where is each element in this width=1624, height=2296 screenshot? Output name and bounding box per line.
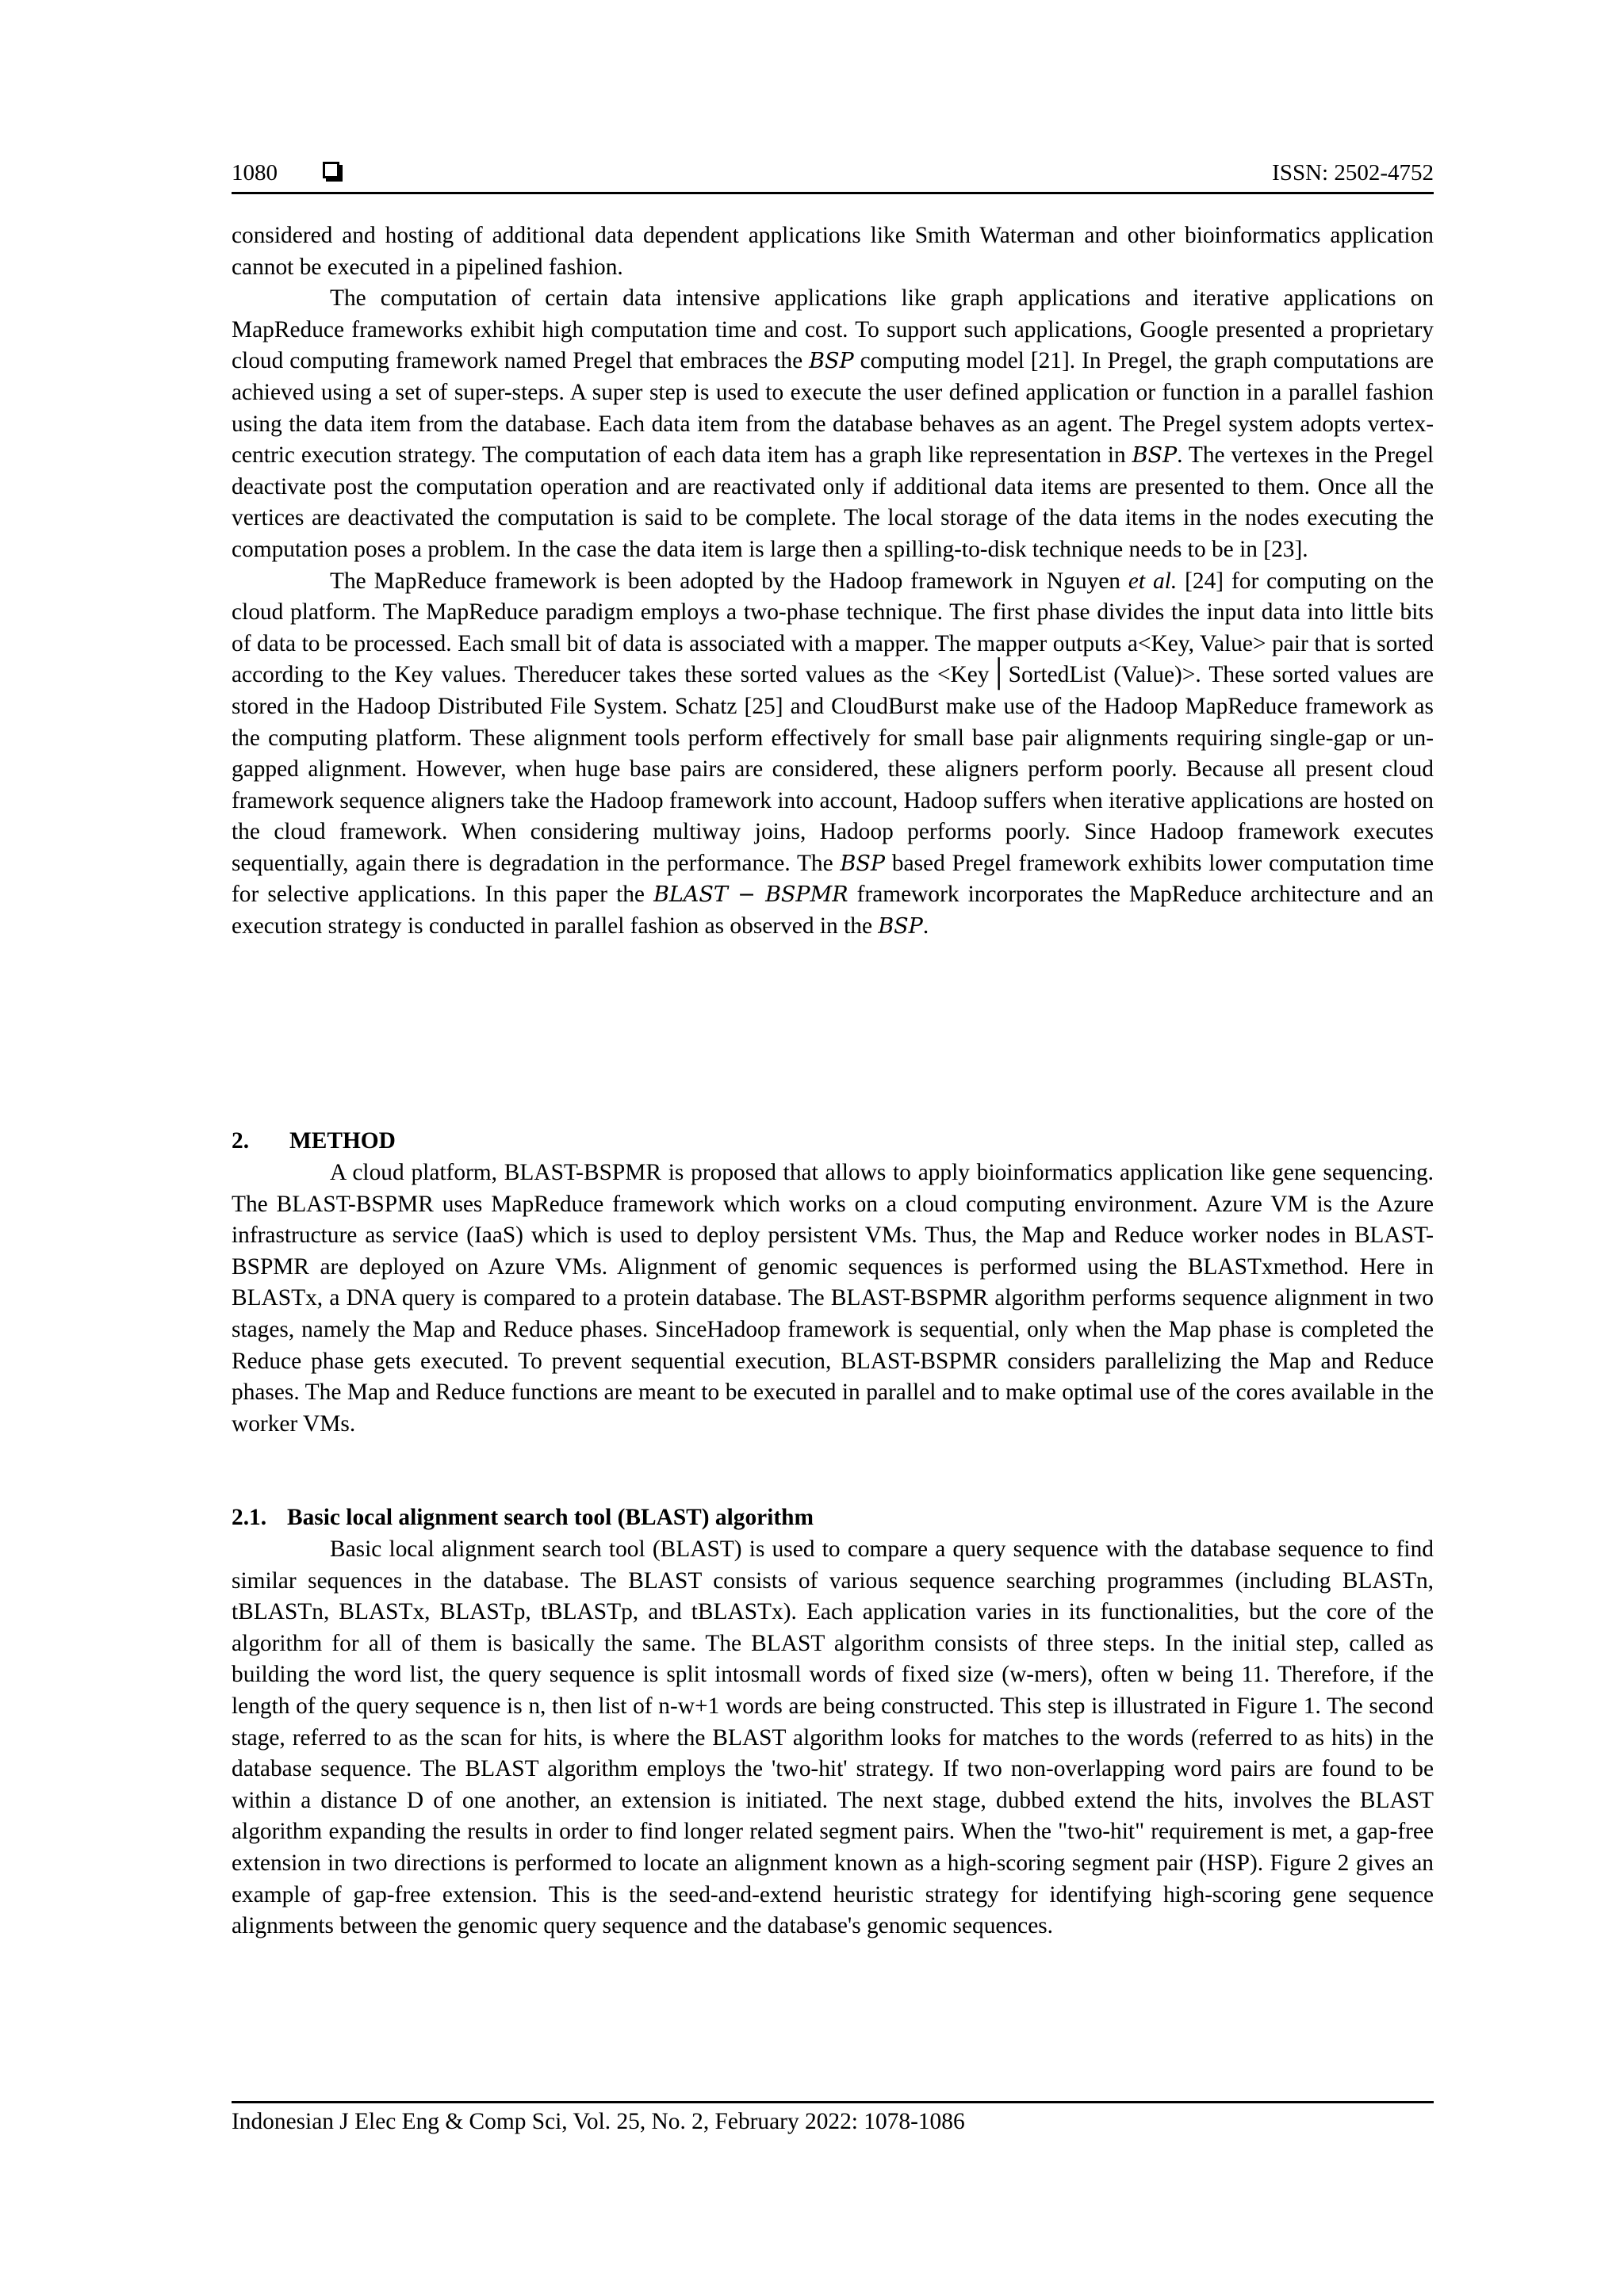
math-bsp: BSP (1132, 443, 1178, 469)
footer-citation: Indonesian J Elec Eng & Comp Sci, Vol. 25, No. 2, February 2022: 1078-1086 (232, 2109, 965, 2134)
math-blast-bspmr: BLAST − BSPMR (653, 882, 848, 908)
intro-text (232, 220, 1434, 943)
math-bsp: BSP (809, 349, 854, 374)
method-paragraph: A cloud platform, BLAST-BSPMR is proposed that allows to apply bioinformatics application like gene sequencing. The BLAST-BSPMR uses MapReduce framework which works on a cloud computing environment. Azure VM is the Azure infrastructure as service (IaaS) which is used to deploy persistent VMs. Thus, the Map and Reduce worker nodes in BLAST-BSPMR are deployed on Azure VMs. Alignment of genomic sequences is performed using the BLASTxmethod. Here in BLASTx, a DNA query is compared to a protein database. The BLAST-BSPMR algorithm performs sequence alignment in two stages, namely the Map and Reduce phases. SinceHadoop framework is sequential, only when the Map phase is completed the Reduce phase gets executed. To prevent sequential execution, BLAST-BSPMR considers parallelizing the Map and Reduce phases. The Map and Reduce functions are meant to be executed in parallel and to make optimal use of the cores available in the worker VMs. (232, 1160, 1434, 1437)
math-bsp: BSP (840, 851, 886, 876)
section-number: 2. (232, 1128, 250, 1154)
intro-paragraph-2: The computation of certain data intensive applications like graph applications and iterative applications on MapReduce frameworks exhibit high computation time and cost. To support such applications, Google presented a proprietary cloud computing framework named Pregel that embraces the BSP computing model [21]. In Pregel, the graph computations are achieved using a set of super-steps. A super step is used to execute the user defined application or function in a parallel fashion using the data item from the database. Each data item from the database behaves as an agent. The Pregel system adopts vertex-centric execution strategy. The computation of each data item has a graph like representation in BSP. The vertexes in the Pregel deactivate post the computation operation and are reactivated only if additional data items are presented to them. Once all the vertices are deactivated the computation is said to be complete. The local storage of the data items in the nodes executing the computation poses a problem. In the case the data item is large then a spilling-to-disk technique needs to be in [23]. (232, 285, 1434, 562)
et-al: et al. (1128, 568, 1178, 594)
blast-paragraph: Basic local alignment search tool (BLAST) is used to compare a query sequence with the database sequence to find similar sequences in the database. The BLAST consists of various sequence searching programmes (including BLASTn, tBLASTn, BLASTx, BLASTp, tBLASTp, and tBLASTx). Each application varies in its functionalities, but the core of the algorithm for all of them is basically the same. The BLAST algorithm consists of three steps. In the initial step, called as building the word list, the query sequence is split intosmall words of fixed size (w-mers), often w being 11. Therefore, if the length of the query sequence is n, then list of n-w+1 words are being constructed. This step is illustrated in Figure 1. The second stage, referred to as the scan for hits, is where the BLAST algorithm looks for matches to the words (referred to as hits) in the database sequence. The BLAST algorithm employs the 'two-hit' strategy. If two non-overlapping word pairs are found to be within a distance D of one another, an extension is initiated. The next stage, dubbed extend the hits, involves the BLAST algorithm expanding the results in order to find longer related segment pairs. When the "two-hit" requirement is met, a gap-free extension in two directions is performed to locate an alignment known as a high-scoring segment pair (HSP). Figure 2 gives an example of gap-free extension. This is the seed-and-extend heuristic strategy for identifying high-scoring gene sequence alignments between the genomic query sequence and the database's genomic sequences. (232, 1536, 1434, 1939)
vertical-bar-symbol: │ (989, 659, 1009, 689)
subsection-title: Basic local alignment search tool (BLAST) algorithm (287, 1505, 814, 1530)
intro-paragraph-1: considered and hosting of additional data dependent applications like Smith Waterman and other bioinformatics application cannot be executed in a pipelined fashion. (232, 223, 1434, 280)
intro-paragraph-3: The MapReduce framework is been adopted by the Hadoop framework in Nguyen et al. [24] for computing on the cloud platform. The MapReduce paradigm employs a two-phase technique. The first phase divides the input data into little bits of data to be processed. Each small bit of data is associated with a mapper. The mapper outputs a<Key, Value> pair that is sorted according to the Key values. Thereducer takes these sorted values as the <Key│SortedList (Value)>. These sorted values are stored in the Hadoop Distributed File System. Schatz [25] and CloudBurst make use of the Hadoop MapReduce framework as the computing platform. These alignment tools perform effectively for small base pair alignments requiring single-gap or un-gapped alignment. However, when huge base pairs are considered, these aligners perform poorly. Because all present cloud framework sequence aligners take the Hadoop framework into account, Hadoop suffers when iterative applications are hosted on the cloud framework. When considering multiway joins, Hadoop performs poorly. Since Hadoop framework executes sequentially, again there is degradation in the performance. The BSP based Pregel framework exhibits lower computation time for selective applications. In this paper the BLAST − BSPMR framework incorporates the MapReduce architecture and an execution strategy is conducted in parallel fashion as observed in the BSP. (232, 568, 1434, 939)
journal-page (232, 0, 1434, 2296)
issn-label: ISSN: 2502-4752 (1272, 160, 1434, 186)
section-2-heading (232, 1126, 1434, 1158)
section-2-1-heading (232, 1502, 1434, 1534)
page-number: 1080 (232, 160, 278, 186)
section-2-1-text (232, 1534, 1434, 1942)
footer-rule (232, 2101, 1434, 2103)
math-bsp: BSP (878, 914, 923, 939)
section-title: METHOD (289, 1128, 396, 1154)
square-box-icon (323, 162, 339, 178)
header-rule (232, 192, 1434, 194)
subsection-number: 2.1. (232, 1505, 267, 1530)
section-2-text (232, 1158, 1434, 1440)
page-header (232, 155, 1434, 190)
